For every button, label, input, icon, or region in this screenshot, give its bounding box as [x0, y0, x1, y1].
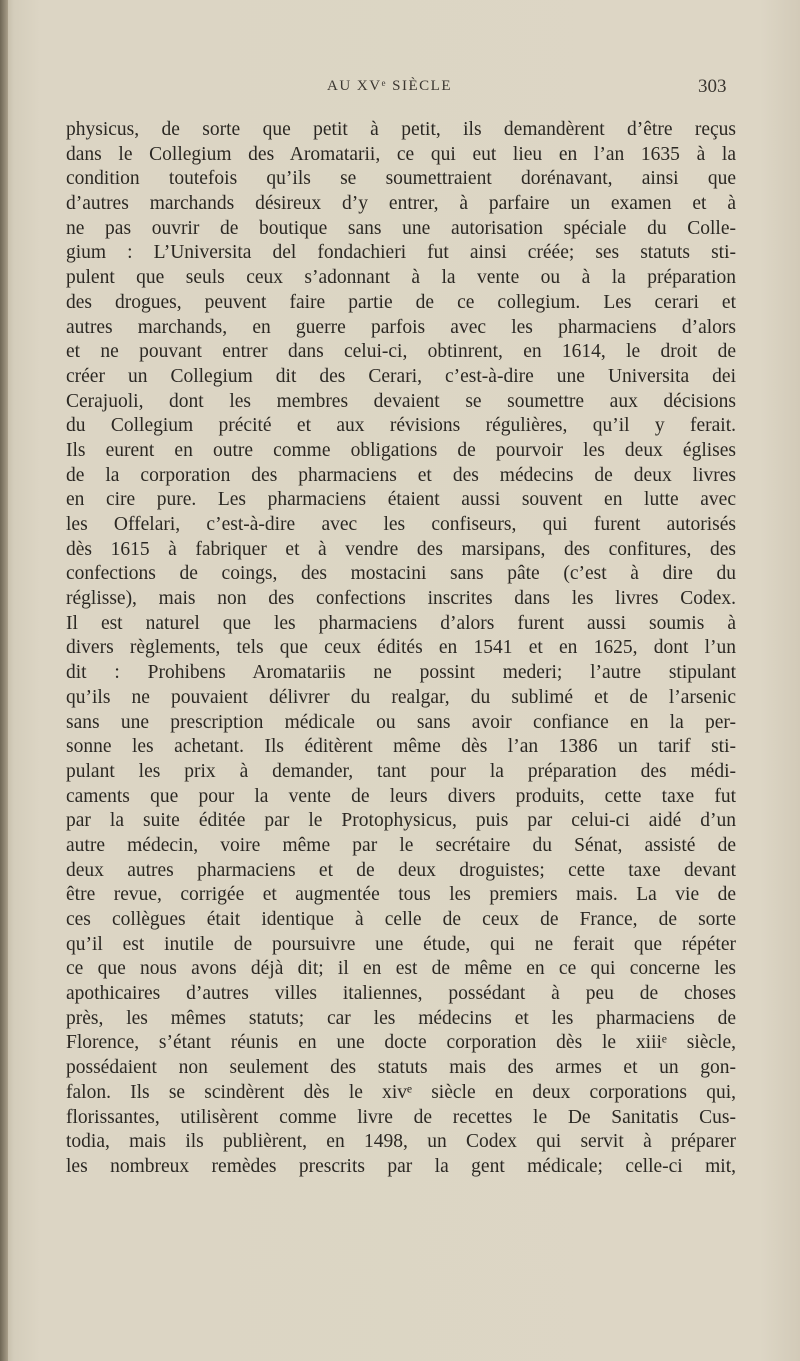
text-line: confections de coings, des mostacini sans pâte (c’est à dire du	[66, 563, 736, 585]
text-line: dès 1615 à fabriquer et à vendre des marsipans, des confitures, des	[66, 538, 736, 560]
text-line: Florence, s’étant réunis en une docte corporation dès le xiiiᵉ siècle,	[66, 1032, 736, 1054]
text-line: les Offelari, c’est-à-dire avec les confiseurs, qui furent autorisés	[66, 514, 736, 535]
text-line: réglisse), mais non des confections inscrites dans les livres Codex.	[66, 588, 736, 610]
text-line: divers règlements, tels que ceux édités en 1541 et en 1625, dont l’un	[66, 637, 736, 659]
text-line: de la corporation des pharmaciens et des médecins de deux livres	[66, 464, 736, 486]
text-line: todia, mais ils publièrent, en 1498, un Codex qui servit à préparer	[66, 1131, 736, 1153]
body-text	[66, 118, 736, 1180]
text-line: des drogues, peuvent faire partie de ce collegium. Les cerari et	[66, 291, 736, 313]
text-line: deux autres pharmaciens et de deux droguistes; cette taxe devant	[66, 859, 736, 881]
text-line: créer un Collegium dit des Cerari, c’est-à-dire une Universita dei	[66, 365, 736, 387]
text-line: caments que pour la vente de leurs divers produits, cette taxe fut	[66, 785, 736, 807]
page-header	[0, 76, 800, 100]
running-head: AU XVᵉ SIÈCLE	[327, 78, 453, 94]
text-line: ce que nous avons déjà dit; il en est de même en ce qui concerne les	[66, 958, 736, 980]
text-line: les nombreux remèdes prescrits par la gent médicale; celle-ci mit,	[66, 1155, 736, 1177]
text-line: qu’ils ne pouvaient délivrer du realgar, du sublimé et de l’arsenic	[66, 686, 736, 708]
text-line: autres marchands, en guerre parfois avec les pharmaciens d’alors	[66, 316, 736, 338]
text-line: d’autres marchands désireux d’y entrer, à parfaire un examen et à	[66, 193, 736, 215]
page-number: 303	[698, 76, 727, 97]
text-line: ces collègues était identique à celle de ceux de France, de sorte	[66, 909, 736, 930]
text-line: par la suite éditée par le Protophysicus, puis par celui-ci aidé d’un	[66, 810, 736, 832]
text-line: être revue, corrigée et augmentée tous les premiers mais. La vie de	[66, 884, 736, 906]
text-line: pulent que seuls ceux s’adonnant à la vente ou à la préparation	[66, 267, 736, 289]
text-line: physicus, de sorte que petit à petit, ils demandèrent d’être reçus	[66, 119, 736, 140]
text-line: Cerajuoli, dont les membres devaient se soumettre aux décisions	[66, 390, 736, 412]
text-line: florissantes, utilisèrent comme livre de recettes le De Sanitatis Cus-	[66, 1106, 736, 1128]
text-line: en cire pure. Les pharmaciens étaient aussi souvent en lutte avec	[66, 489, 736, 511]
text-line: du Collegium précité et aux révisions régulières, qu’il y ferait.	[66, 415, 736, 437]
text-line: dans le Collegium des Aromatarii, ce qui eut lieu en l’an 1635 à la	[66, 143, 736, 165]
text-line: ne pas ouvrir de boutique sans une autorisation spéciale du Colle-	[66, 217, 736, 239]
text-line: Il est naturel que les pharmaciens d’alors furent aussi soumis à	[66, 612, 736, 634]
text-line: sans une prescription médicale ou sans avoir confiance en la per-	[66, 711, 736, 733]
text-line: falon. Ils se scindèrent dès le xivᵉ siècle en deux corporations qui,	[66, 1081, 736, 1103]
text-line: Ils eurent en outre comme obligations de pourvoir les deux églises	[66, 439, 736, 461]
text-line: autre médecin, voire même par le secrétaire du Sénat, assisté de	[66, 834, 736, 856]
text-line: gium : L’Universita del fondachieri fut ainsi créée; ses statuts sti-	[66, 242, 736, 264]
text-line: qu’il est inutile de poursuivre une étude, qui ne ferait que répéter	[66, 933, 736, 955]
text-line: apothicaires d’autres villes italiennes, possédant à peu de choses	[66, 983, 736, 1005]
text-line: près, les mêmes statuts; car les médecins et les pharmaciens de	[66, 1007, 736, 1029]
text-line: condition toutefois qu’ils se soumettraient dorénavant, ainsi que	[66, 168, 736, 190]
text-line: et ne pouvant entrer dans celui-ci, obtinrent, en 1614, le droit de	[66, 341, 736, 363]
text-line: dit : Prohibens Aromatariis ne possint mederi; l’autre stipulant	[66, 662, 736, 684]
text-line: possédaient non seulement des statuts mais des armes et un gon-	[66, 1057, 736, 1079]
text-line: sonne les achetant. Ils éditèrent même dès l’an 1386 un tarif sti-	[66, 736, 736, 758]
text-line: pulant les prix à demander, tant pour la préparation des médi-	[66, 760, 736, 782]
page-spine-shadow	[0, 0, 8, 1361]
